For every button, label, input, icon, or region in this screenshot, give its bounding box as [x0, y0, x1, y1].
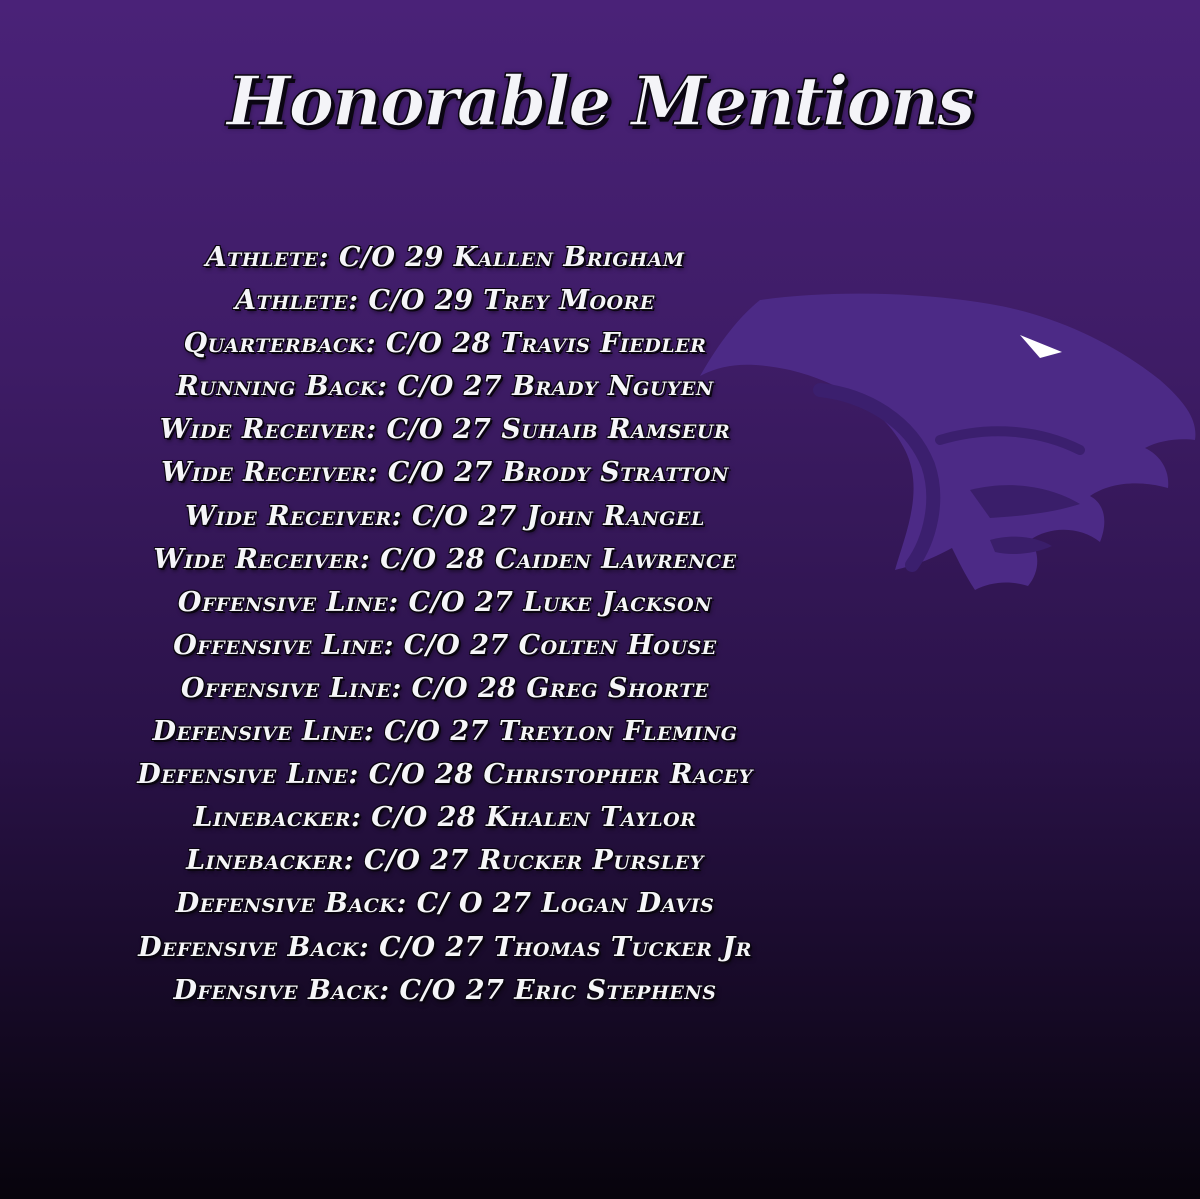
list-item: Wide Receiver: C/O 28 Caiden Lawrence	[153, 543, 737, 575]
list-item: Offensive Line: C/O 28 Greg Shorte	[181, 672, 709, 704]
list-item: Running Back: C/O 27 Brady Nguyen	[176, 371, 714, 403]
page-title: Honorable Mentions	[226, 62, 974, 142]
list-item: Quarterback: C/O 28 Travis Fiedler	[183, 328, 707, 360]
list-item: Dfensive Back: C/O 27 Eric Stephens	[173, 974, 717, 1006]
list-item: Defensive Line: C/O 28 Christopher Racey	[137, 759, 753, 791]
list-item: Offensive Line: C/O 27 Luke Jackson	[177, 586, 713, 618]
list-item: Wide Receiver: C/O 27 Suhaib Ramseur	[159, 414, 731, 446]
list-item: Defensive Back: C/O 27 Thomas Tucker Jr	[138, 931, 752, 963]
list-item: Defensive Back: C/ O 27 Logan Davis	[175, 888, 715, 920]
list-item: Offensive Line: C/O 27 Colten House	[173, 629, 717, 661]
list-item: Linebacker: C/O 27 Rucker Pursley	[186, 845, 704, 877]
list-item: Wide Receiver: C/O 27 John Rangel	[185, 500, 705, 532]
honorable-mentions-list	[100, 236, 790, 1012]
list-item: Linebacker: C/O 28 Khalen Taylor	[193, 802, 697, 834]
list-item: Wide Receiver: C/O 27 Brody Stratton	[161, 457, 729, 489]
list-item: Defensive Line: C/O 27 Treylon Fleming	[152, 716, 738, 748]
list-item: Athlete: C/O 29 Trey Moore	[235, 285, 655, 317]
list-item: Athlete: C/O 29 Kallen Brigham	[205, 242, 685, 273]
